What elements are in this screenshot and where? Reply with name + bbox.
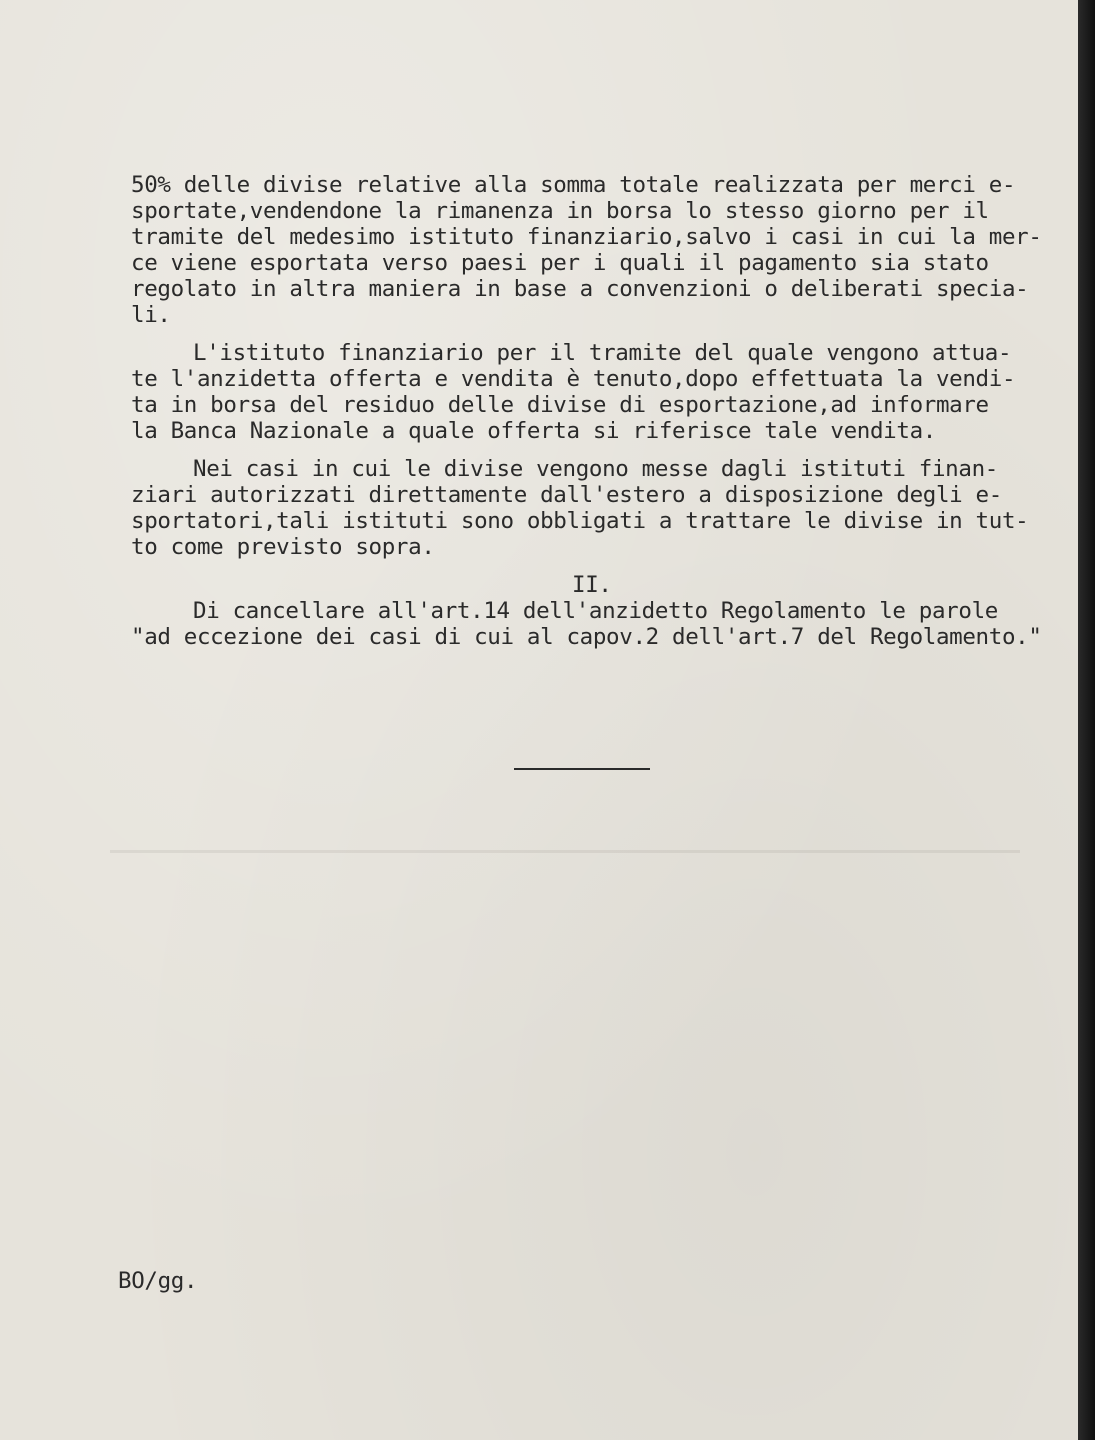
section-numeral: II. — [572, 572, 612, 598]
paragraph-4 — [131, 598, 1042, 650]
paragraph-3 — [131, 456, 1042, 560]
text-line: "ad eccezione dei casi di cui al capov.2 dell'art.7 del Regolamento." — [131, 624, 1042, 650]
text-line: regolato in altra maniera in base a convenzioni o deliberati specia- — [131, 276, 1029, 302]
separator-rule — [514, 768, 650, 770]
text-line: ce viene esportata verso paesi per i quali il pagamento sia stato — [131, 250, 989, 276]
text-line: li. — [131, 302, 171, 328]
text-line: te l'anzidetta offerta e vendita è tenuto,dopo effettuata la vendi- — [131, 366, 1016, 392]
document-body — [131, 172, 1042, 650]
bleed-through-rule — [110, 850, 1020, 853]
reference-initials: BO/gg. — [118, 1268, 198, 1294]
text-line: ziari autorizzati direttamente dall'estero a disposizione degli e- — [131, 482, 1002, 508]
text-line: sportatori,tali istituti sono obbligati a trattare le divise in tut- — [131, 508, 1029, 534]
text-line: tramite del medesimo istituto finanziario,salvo i casi in cui la mer- — [131, 224, 1042, 250]
text-line: L'istituto finanziario per il tramite del quale vengono attua- — [193, 340, 1012, 366]
text-line: Di cancellare all'art.14 dell'anzidetto Regolamento le parole — [193, 598, 998, 624]
scan-edge — [1078, 0, 1095, 1440]
text-line: Nei casi in cui le divise vengono messe dagli istituti finan- — [193, 456, 998, 482]
text-line: 50% delle divise relative alla somma totale realizzata per merci e- — [131, 172, 1016, 198]
paragraph-1 — [131, 172, 1042, 328]
text-line: sportate,vendendone la rimanenza in borsa lo stesso giorno per il — [131, 198, 989, 224]
paragraph-2 — [131, 340, 1042, 444]
text-line: la Banca Nazionale a quale offerta si riferisce tale vendita. — [131, 418, 936, 444]
text-line: ta in borsa del residuo delle divise di esportazione,ad informare — [131, 392, 989, 418]
text-line: to come previsto sopra. — [131, 534, 435, 560]
